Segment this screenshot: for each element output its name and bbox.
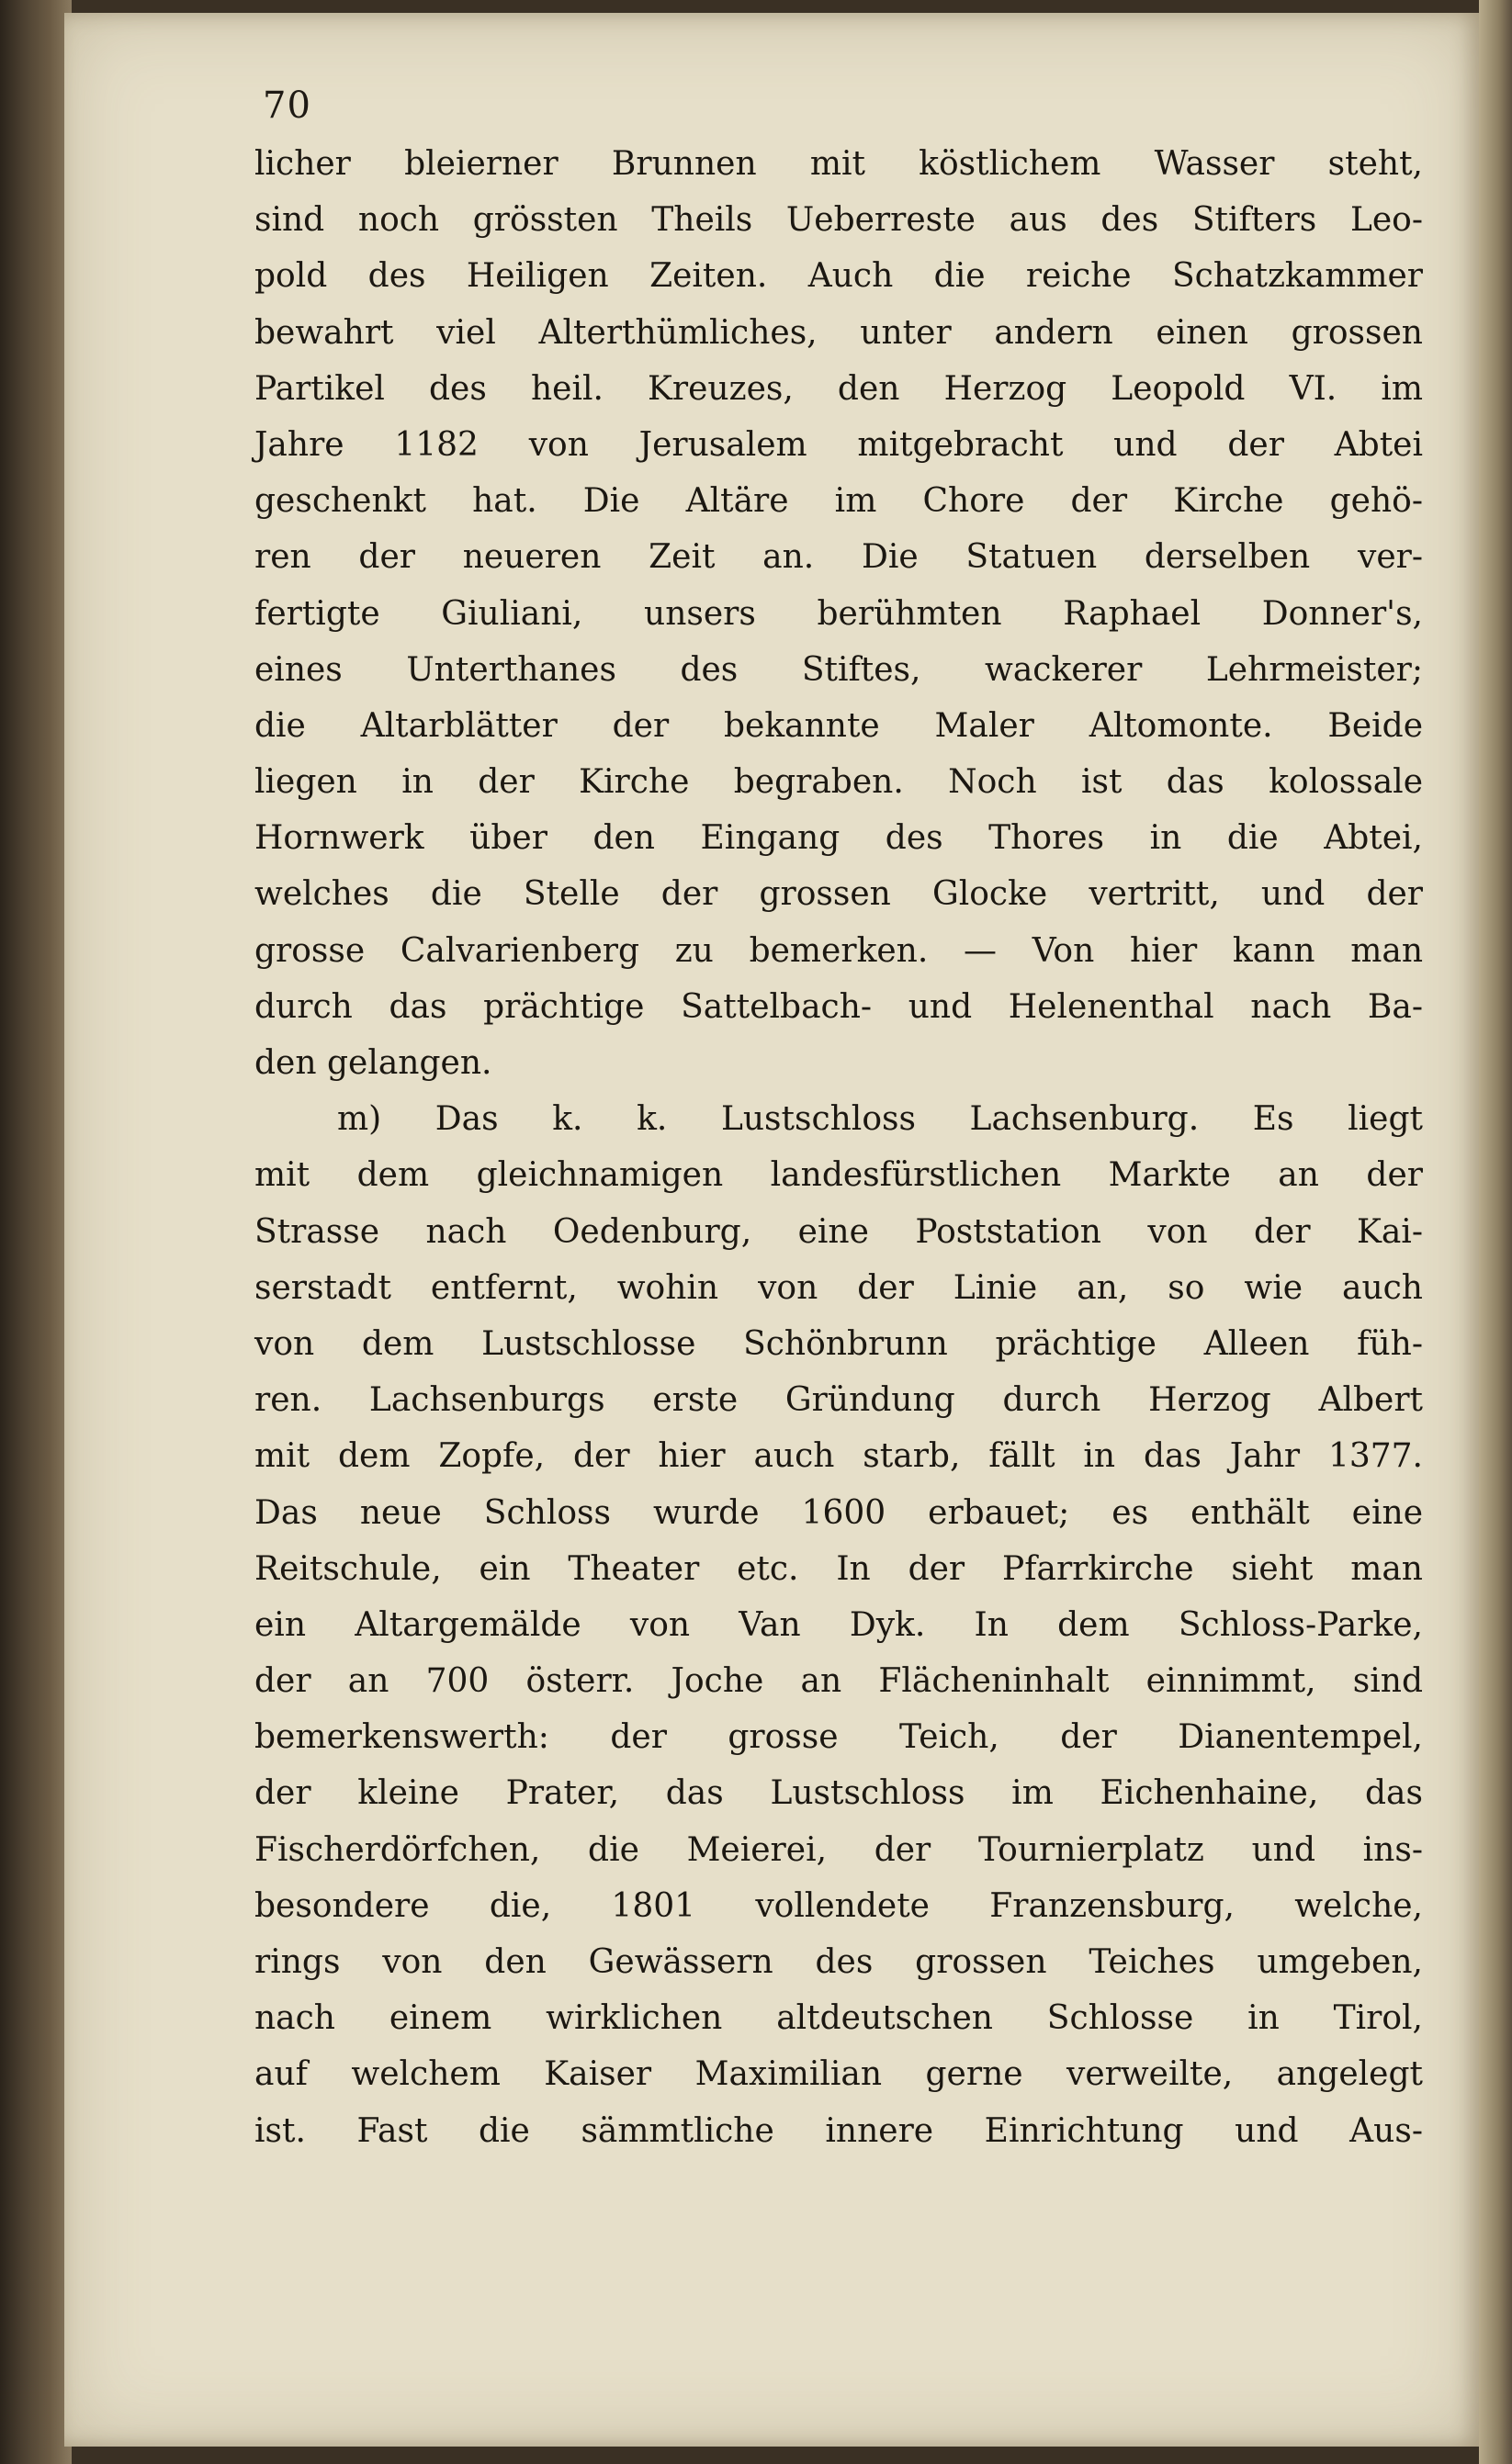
text-line: Strasse nach Oedenburg, eine Poststation von der Kai- [254,1212,1423,1251]
text-line: eines Unterthanes des Stiftes, wackerer Lehrmeister; [254,650,1423,689]
text-line: Fischerdörfchen, die Meierei, der Tournierplatz und ins- [254,1830,1423,1869]
book-binding [0,0,72,2464]
page-number: 70 [263,84,311,127]
text-line: Reitschule, ein Theater etc. In der Pfarrkirche sieht man [254,1549,1423,1588]
text-line: Das neue Schloss wurde 1600 erbauet; es enthält eine [254,1493,1423,1532]
text-line: ein Altargemälde von Van Dyk. In dem Schloss-Parke, [254,1605,1423,1644]
text-line: sind noch grössten Theils Ueberreste aus des Stifters Leo- [254,201,1423,240]
text-line: serstadt entfernt, wohin von der Linie an, so wie auch [254,1268,1423,1307]
body-text [254,136,1423,2159]
text-line: der kleine Prater, das Lustschloss im Eichenhaine, das [254,1774,1423,1813]
text-line: welches die Stelle der grossen Glocke vertritt, und der [254,875,1423,914]
text-line: bemerkenswerth: der grosse Teich, der Dianentempel, [254,1718,1423,1757]
text-line: durch das prächtige Sattelbach- und Helenenthal nach Ba- [254,987,1423,1026]
text-line: die Altarblätter der bekannte Maler Altomonte. Beide [254,706,1423,745]
text-line: der an 700 österr. Joche an Flächeninhalt einnimmt, sind [254,1662,1423,1701]
text-line: ist. Fast die sämmtliche innere Einrichtung und Aus- [254,2111,1423,2150]
text-line: Hornwerk über den Eingang des Thores in die Abtei, [254,819,1423,858]
text-line: auf welchem Kaiser Maximilian gerne verweilte, angelegt [254,2055,1423,2094]
text-line: grosse Calvarienberg zu bemerken. — Von hier kann man [254,931,1423,970]
text-line: Partikel des heil. Kreuzes, den Herzog Leopold VI. im [254,369,1423,408]
text-line: mit dem gleichnamigen landesfürstlichen Markte an der [254,1156,1423,1195]
text-line: nach einem wirklichen altdeutschen Schlosse in Tirol, [254,1999,1423,2038]
text-line: besondere die, 1801 vollendete Franzensburg, welche, [254,1886,1423,1925]
text-line: rings von den Gewässern des grossen Teiches umgeben, [254,1943,1423,1981]
text-line-section-m: m) Das k. k. Lustschloss Lachsenburg. Es liegt [337,1100,1423,1139]
text-line: bewahrt viel Alterthümliches, unter andern einen grossen [254,313,1423,352]
text-line: pold des Heiligen Zeiten. Auch die reiche Schatzkammer [254,257,1423,296]
text-line: Jahre 1182 von Jerusalem mitgebracht und der Abtei [254,425,1423,464]
text-line: mit dem Zopfe, der hier auch starb, fällt in das Jahr 1377. [254,1437,1423,1476]
page-edge [1479,0,1512,2464]
text-line: fertigte Giuliani, unsers berühmten Raphael Donner's, [254,594,1423,633]
text-line: von dem Lustschlosse Schönbrunn prächtige Alleen füh- [254,1324,1423,1363]
text-line: geschenkt hat. Die Altäre im Chore der Kirche gehö- [254,482,1423,521]
text-line: ren. Lachsenburgs erste Gründung durch Herzog Albert [254,1381,1423,1420]
text-line: licher bleierner Brunnen mit köstlichem Wasser steht, [254,145,1423,183]
text-line-paragraph-end: den gelangen. [254,1044,492,1082]
text-line: ren der neueren Zeit an. Die Statuen derselben ver- [254,538,1423,577]
text-line: liegen in der Kirche begraben. Noch ist das kolossale [254,763,1423,802]
